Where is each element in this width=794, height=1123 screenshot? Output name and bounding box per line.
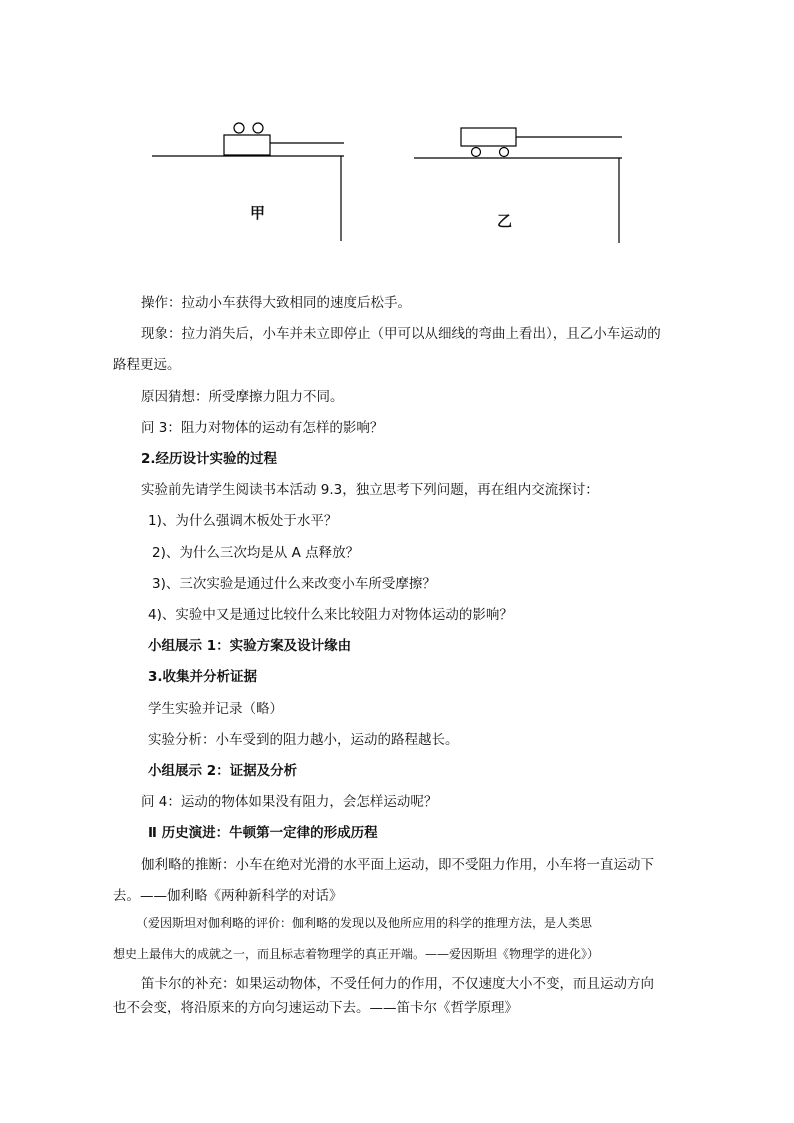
- question-item-3: 3)、三次实验是通过什么来改变小车所受摩擦？: [152, 576, 436, 592]
- cart-wheel-right-2: [500, 148, 509, 157]
- operation-text: 操作：拉动小车获得大致相同的速度后松手。: [141, 295, 411, 311]
- figure-label-left: 甲: [250, 204, 266, 222]
- pre-experiment-text: 实验前先请学生阅读书本活动 9.3，独立思考下列问题，再在组内交流探讨：: [141, 482, 599, 498]
- cart-figure: [140, 110, 640, 250]
- group-show-2: 小组展示 2：证据及分析: [148, 763, 298, 779]
- cart-wheel-left-1: [234, 123, 244, 133]
- galileo-text-cont: 去。——伽利略《两种新科学的对话》: [113, 888, 343, 904]
- question-4: 问 4：运动的物体如果没有阻力，会怎样运动呢？: [141, 794, 438, 810]
- setup-left: [152, 123, 344, 241]
- group-show-1: 小组展示 1：实验方案及设计缘由: [148, 638, 352, 654]
- question-item-4: 4)、实验中又是通过比较什么来比较阻力对物体运动的影响？: [148, 607, 513, 623]
- descartes-text-cont: 也不会变，将沿原来的方向匀速运动下去。——笛卡尔《哲学原理》: [113, 1000, 518, 1016]
- section-heading-3: 3.收集并分析证据: [148, 669, 258, 685]
- galileo-text: 伽利略的推断：小车在绝对光滑的水平面上运动，即不受阻力作用，小车将一直运动下: [141, 857, 654, 873]
- section-heading-2: 2.经历设计实验的过程: [141, 451, 278, 467]
- phenomenon-text: 现象：拉力消失后，小车并未立即停止（甲可以从细线的弯曲上看出），且乙小车运动的: [141, 326, 661, 342]
- phenomenon-text-cont: 路程更远。: [113, 357, 181, 373]
- question-3: 问 3：阻力对物体的运动有怎样的影响？: [141, 420, 384, 436]
- student-record-text: 学生实验并记录（略）: [148, 701, 283, 717]
- cart-body-left: [224, 135, 270, 155]
- einstein-quote: （爱因斯坦对伽利略的评价：伽利略的发现以及他所应用的科学的推理方法，是人类思: [136, 916, 593, 930]
- setup-right: [414, 128, 622, 243]
- einstein-quote-cont: 想史上最伟大的成就之一，而且标志着物理学的真正开端。——爱因斯坦《物理学的进化》）: [113, 947, 600, 961]
- question-item-1: 1)、为什么强调木板处于水平？: [148, 513, 338, 529]
- descartes-text: 笛卡尔的补充：如果运动物体，不受任何力的作用，不仅速度大小不变，而且运动方向: [141, 976, 654, 992]
- cart-wheel-left-2: [253, 123, 263, 133]
- experiment-analysis-text: 实验分析：小车受到的阻力越小，运动的路程越长。: [148, 732, 459, 748]
- cart-wheel-right-1: [472, 148, 481, 157]
- cart-diagram: [140, 110, 640, 250]
- question-item-2: 2)、为什么三次均是从 A 点释放？: [152, 545, 360, 561]
- cause-guess-text: 原因猜想：所受摩擦力阻力不同。: [141, 389, 344, 405]
- figure-label-right: 乙: [497, 212, 513, 230]
- cart-body-right: [461, 128, 516, 146]
- section-heading-history: Ⅱ 历史演进：牛顿第一定律的形成历程: [148, 825, 378, 841]
